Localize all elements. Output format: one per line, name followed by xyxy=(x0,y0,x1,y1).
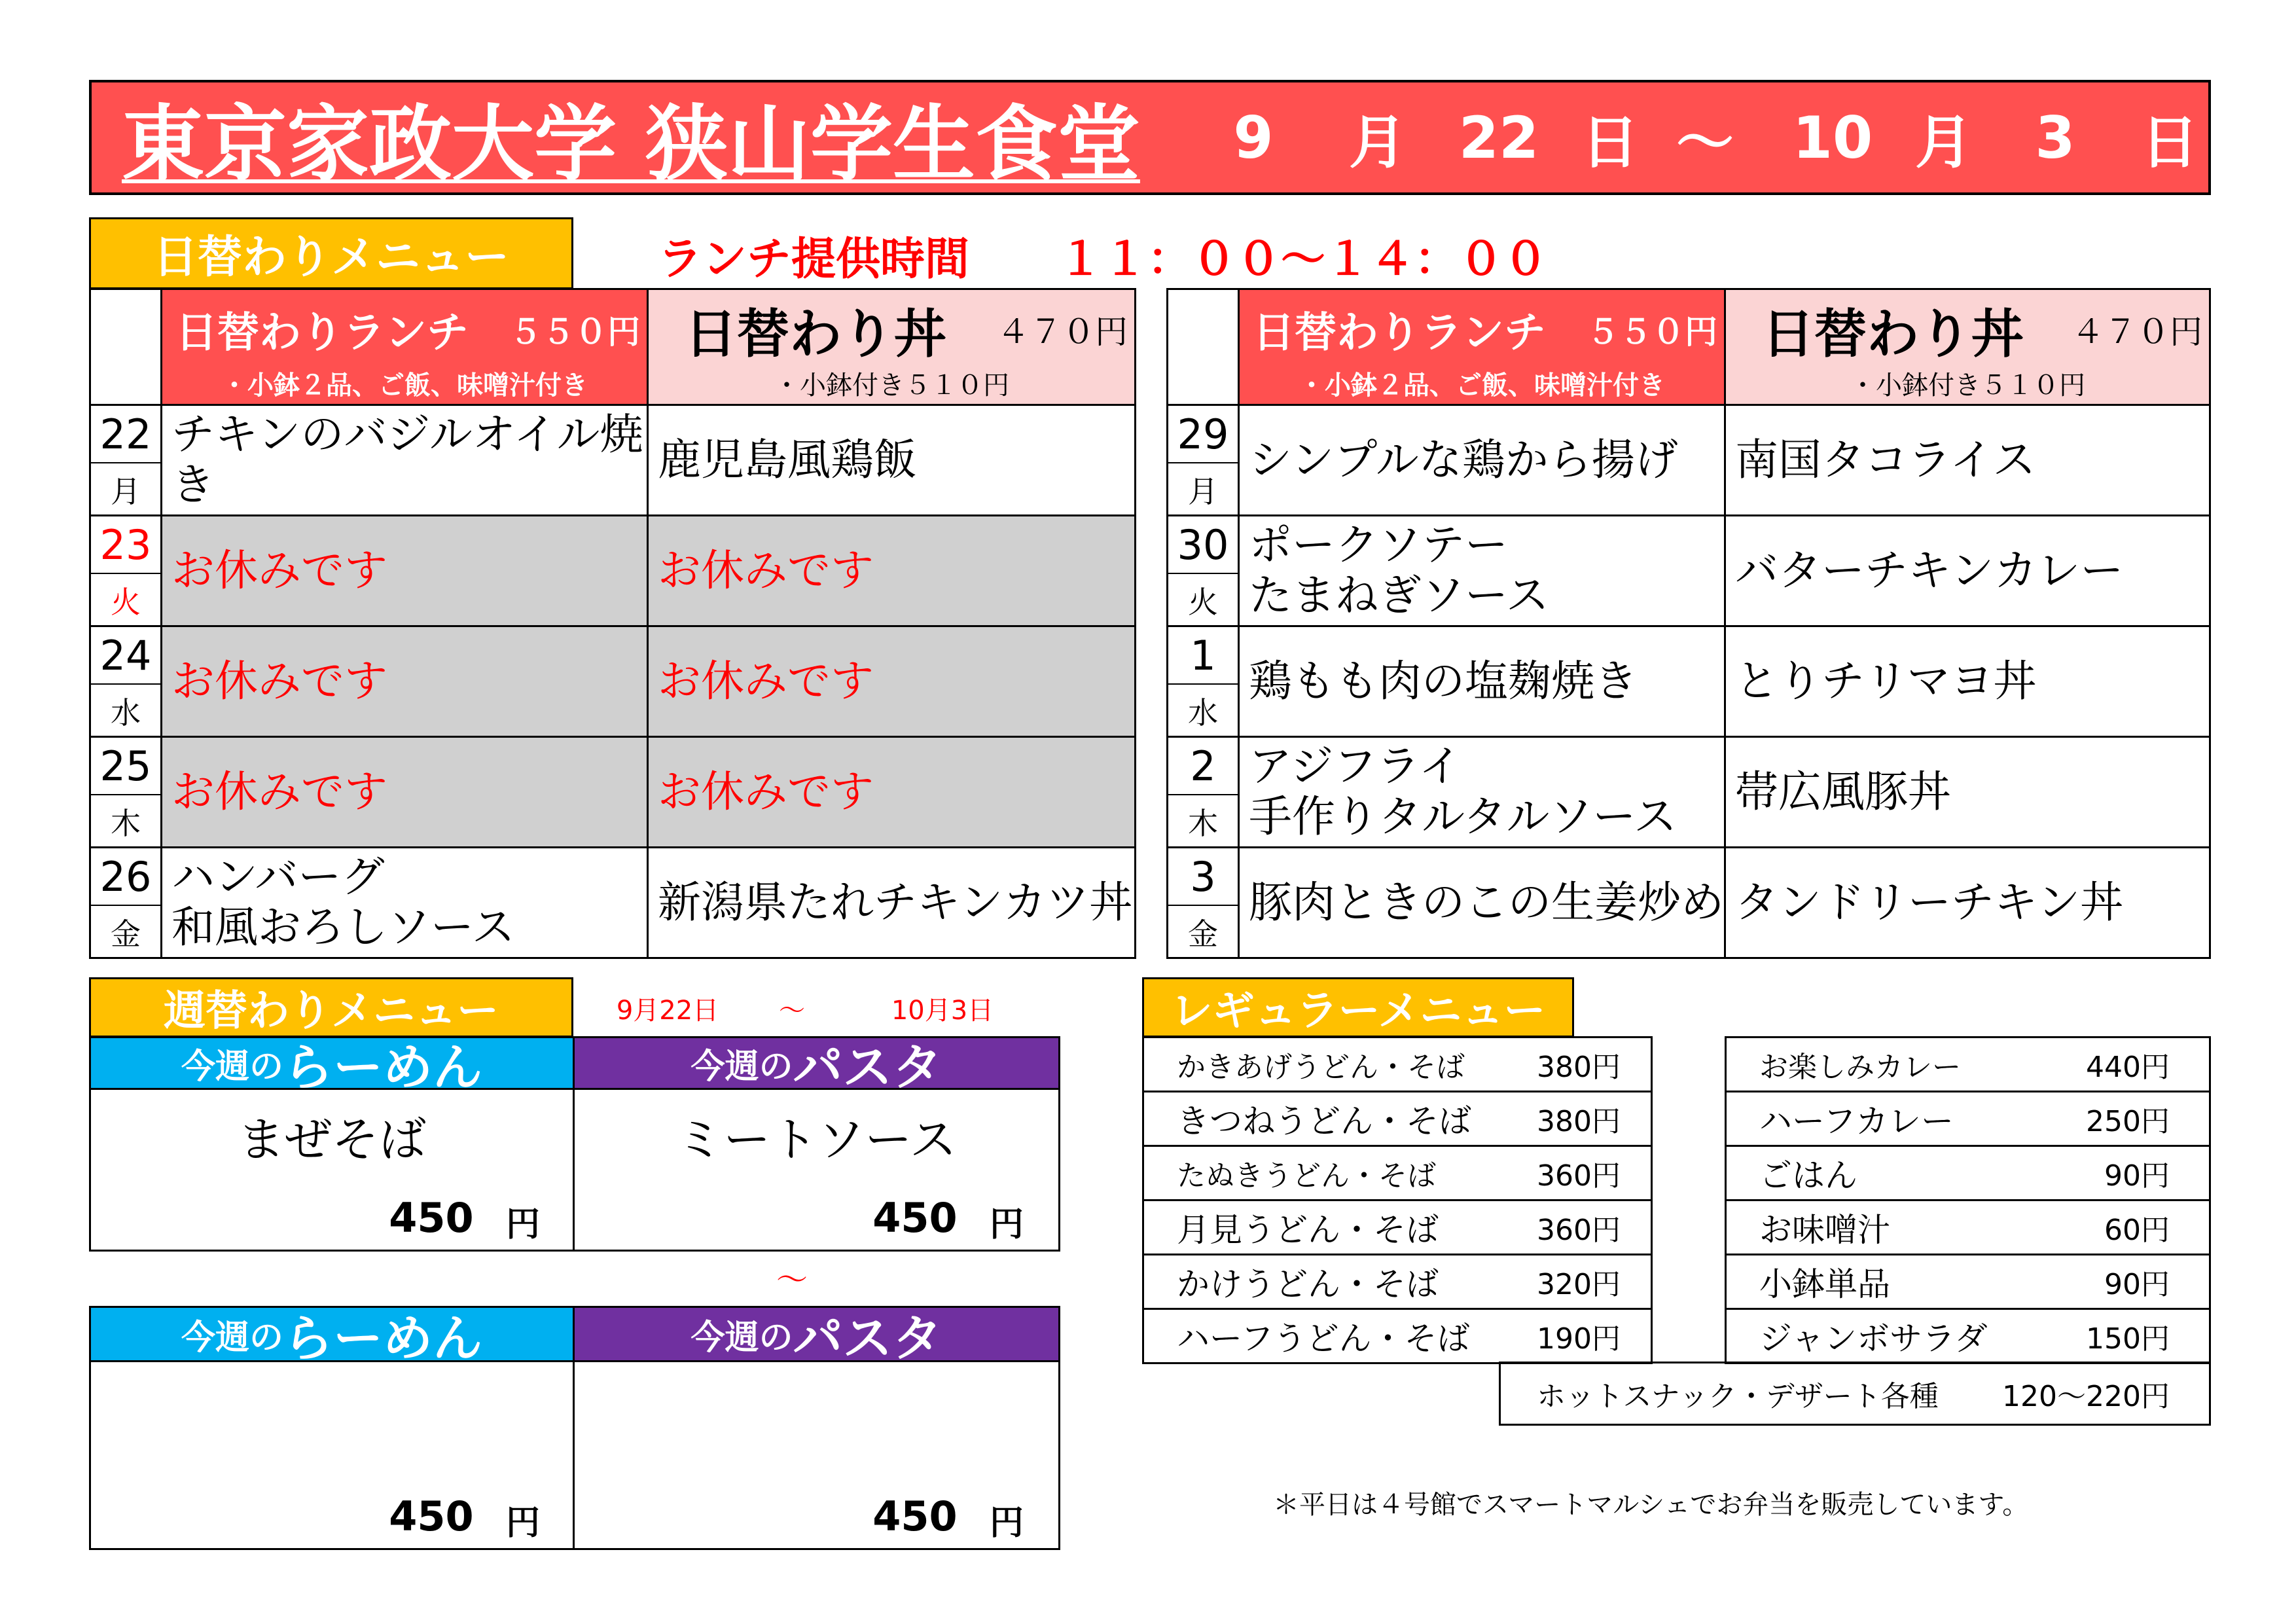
day-row xyxy=(1166,404,2211,516)
day-number: 24 xyxy=(99,631,152,679)
lunch-header-name: 日替わりランチ xyxy=(175,309,469,357)
day-number: 22 xyxy=(99,410,152,458)
daily-menu-label: 日替わりメニュー xyxy=(89,217,573,289)
regular-item xyxy=(1725,1036,2211,1092)
regular-item xyxy=(1142,1199,1653,1255)
regular-list-left xyxy=(1142,1036,1653,1363)
date-month-label-2: 月 xyxy=(1914,108,1973,176)
pasta-yen: 円 xyxy=(989,1503,1024,1543)
regular-item-price: 250円 xyxy=(2086,1105,2170,1138)
day-row xyxy=(89,514,1136,627)
day-row xyxy=(89,736,1136,848)
day-weekday: 水 xyxy=(1188,695,1218,731)
day-cell xyxy=(89,625,162,738)
pasta-label-prefix: 今週の xyxy=(691,1318,793,1358)
day-weekday: 金 xyxy=(111,916,141,952)
lunch-header-price: ５５０円 xyxy=(509,313,640,351)
regular-item xyxy=(1142,1036,1653,1092)
weekly-period-end: 10月3日 xyxy=(891,995,994,1026)
day-number: 30 xyxy=(1177,520,1229,569)
don-dish: 新潟県たれチキンカツ丼 xyxy=(647,846,1136,959)
lunch-dish xyxy=(1238,514,1726,627)
date-day-label: 日 xyxy=(1581,108,1639,176)
pasta-price: 450 xyxy=(872,1193,958,1242)
regular-item-name: たぬきうどん・そば xyxy=(1177,1159,1436,1193)
regular-item-price: 360円 xyxy=(1537,1214,1621,1247)
closed-notice: お休みです xyxy=(160,625,649,738)
daily-table-week2 xyxy=(1166,288,2211,959)
regular-item-name: ジャンボサラダ xyxy=(1759,1320,1988,1358)
lunch-time: ランチ提供時間 １１：００～１４：００ xyxy=(658,233,1549,285)
lunch-dish-line: 和風おろしソース xyxy=(171,902,515,952)
day-cell xyxy=(1166,514,1240,627)
date-start-month: 9 xyxy=(1233,104,1274,171)
regular-item-price: 440円 xyxy=(2086,1051,2170,1084)
lunch-dish xyxy=(1238,736,1726,848)
regular-item-price: 90円 xyxy=(2104,1159,2170,1193)
ramen-yen: 円 xyxy=(505,1503,540,1543)
date-end-day: 3 xyxy=(2035,104,2075,171)
regular-item-price: 120～220円 xyxy=(2002,1380,2170,1413)
regular-item-name: ハーフうどん・そば xyxy=(1177,1320,1470,1358)
ramen-label xyxy=(89,1306,575,1367)
pasta-label xyxy=(573,1036,1060,1096)
day-number: 3 xyxy=(1190,852,1216,901)
don-header-price: ４７０円 xyxy=(997,313,1128,351)
regular-item-price: 90円 xyxy=(2104,1268,2170,1301)
ramen-dish: まぜそば xyxy=(237,1112,426,1167)
regular-item xyxy=(1725,1308,2211,1364)
day-row xyxy=(89,404,1136,516)
day-number: 1 xyxy=(1190,631,1216,679)
regular-item-price: 60円 xyxy=(2104,1214,2170,1247)
ramen-price: 450 xyxy=(389,1492,474,1540)
regular-item-name: 月見うどん・そば xyxy=(1177,1211,1439,1249)
weekly-period-start: 9月22日 xyxy=(616,995,719,1026)
regular-menu-label: レギュラーメニュー xyxy=(1142,977,1574,1038)
regular-item xyxy=(1725,1254,2211,1310)
lunch-dish: 豚肉ときのこの生姜炒め xyxy=(1238,846,1726,959)
date-range-separator: ～ xyxy=(1676,108,1734,176)
pasta-dish: ミートソース xyxy=(676,1112,957,1167)
closed-notice: お休みです xyxy=(647,736,1136,848)
lunch-header-price: ５５０円 xyxy=(1587,313,1717,351)
lunch-header-note: ・小鉢２品、ご飯、味噌汁付き xyxy=(221,370,588,401)
closed-notice: お休みです xyxy=(160,514,649,627)
pasta-yen: 円 xyxy=(989,1204,1024,1244)
pasta-label xyxy=(573,1306,1060,1367)
regular-item xyxy=(1725,1199,2211,1255)
day-cell xyxy=(89,514,162,627)
regular-item-name: ごはん xyxy=(1759,1157,1857,1195)
day-number: 25 xyxy=(99,742,152,790)
don-dish: バターチキンカレー xyxy=(1724,514,2211,627)
footer-note: ＊平日は４号館でスマートマルシェでお弁当を販売しています。 xyxy=(1273,1489,2029,1520)
pasta-label-main: パスタ xyxy=(793,1038,942,1096)
regular-item-name: ホットスナック・デザート各種 xyxy=(1537,1380,1939,1413)
regular-item-price: 150円 xyxy=(2086,1322,2170,1356)
regular-item-price: 360円 xyxy=(1537,1159,1621,1193)
closed-notice: お休みです xyxy=(647,514,1136,627)
page-title: 東京家政大学 狭山学生食堂 xyxy=(122,96,1140,192)
lunch-dish-line: ポークソテー xyxy=(1249,520,1508,571)
pasta-box xyxy=(573,1360,1060,1550)
don-dish: 鹿児島風鶏飯 xyxy=(647,404,1136,516)
weekly-period-separator: ～ xyxy=(779,995,805,1026)
ramen-price: 450 xyxy=(389,1193,474,1242)
date-start-day: 22 xyxy=(1458,104,1539,171)
ramen-label-main: らーめん xyxy=(283,1308,482,1367)
don-dish: タンドリーチキン丼 xyxy=(1724,846,2211,959)
lunch-dish xyxy=(160,846,649,959)
date-end-month: 10 xyxy=(1792,104,1873,171)
daily-table-week1 xyxy=(89,288,1136,959)
date-day-label-2: 日 xyxy=(2140,108,2198,176)
ramen-box xyxy=(89,1088,575,1252)
lunch-dish-line: アジフライ xyxy=(1249,741,1462,792)
regular-item-price: 190円 xyxy=(1537,1322,1621,1356)
lunch-dish-line: たまねぎソース xyxy=(1249,570,1549,621)
regular-item-name: きつねうどん・そば xyxy=(1177,1102,1471,1140)
regular-item xyxy=(1725,1091,2211,1147)
day-weekday: 月 xyxy=(111,474,141,509)
day-number: 29 xyxy=(1177,410,1229,458)
lunch-dish: 鶏もも肉の塩麹焼き xyxy=(1238,625,1726,738)
regular-item-price: 380円 xyxy=(1537,1051,1621,1084)
pasta-box xyxy=(573,1088,1060,1252)
day-weekday: 金 xyxy=(1188,916,1218,952)
day-row xyxy=(1166,625,2211,738)
don-header xyxy=(647,288,1136,406)
regular-list-right xyxy=(1725,1036,2211,1363)
regular-item xyxy=(1725,1145,2211,1201)
ramen-label-main: らーめん xyxy=(283,1038,482,1096)
lunch-header xyxy=(1238,288,1726,406)
regular-item xyxy=(1142,1254,1653,1310)
day-row xyxy=(1166,736,2211,848)
don-header-note: ・小鉢付き５１０円 xyxy=(774,370,1009,401)
day-cell xyxy=(1166,625,1240,738)
don-dish: 帯広風豚丼 xyxy=(1724,736,2211,848)
closed-notice: お休みです xyxy=(160,736,649,848)
pasta-label-main: パスタ xyxy=(793,1308,942,1367)
header-blank-cell xyxy=(89,288,162,406)
day-number: 2 xyxy=(1190,742,1216,790)
don-dish: 南国タコライス xyxy=(1724,404,2211,516)
ramen-yen: 円 xyxy=(505,1204,540,1244)
lunch-dish: シンプルな鶏から揚げ xyxy=(1238,404,1726,516)
day-weekday: 月 xyxy=(1188,474,1218,509)
day-weekday: 木 xyxy=(111,806,141,841)
day-weekday: 水 xyxy=(111,695,141,731)
don-header-name: 日替わり丼 xyxy=(685,303,946,365)
regular-item xyxy=(1142,1308,1653,1364)
regular-item xyxy=(1142,1091,1653,1147)
lunch-dish: チキンのバジルオイル焼き xyxy=(160,404,649,516)
regular-item-name: かけうどん・そば xyxy=(1177,1265,1439,1303)
lunch-header xyxy=(160,288,649,406)
header-blank-cell xyxy=(1166,288,1240,406)
lunch-dish-line: ハンバーグ xyxy=(171,852,385,903)
don-header-name: 日替わり丼 xyxy=(1762,303,2024,365)
ramen-dish xyxy=(91,1382,573,1447)
day-row xyxy=(89,846,1136,959)
pasta-dish xyxy=(575,1382,1058,1447)
lunch-dish-line: 手作りタルタルソース xyxy=(1249,791,1677,842)
regular-item xyxy=(1142,1145,1653,1201)
weekly-menu-label: 週替わりメニュー xyxy=(89,977,573,1038)
day-cell xyxy=(1166,736,1240,848)
day-number: 26 xyxy=(99,852,152,901)
day-cell xyxy=(89,404,162,516)
don-header xyxy=(1724,288,2211,406)
regular-item-price: 320円 xyxy=(1537,1268,1621,1301)
don-header-price: ４７０円 xyxy=(2072,313,2202,351)
date-month-label: 月 xyxy=(1348,108,1407,176)
lunch-header-note: ・小鉢２品、ご飯、味噌汁付き xyxy=(1299,370,1665,401)
pasta-label-prefix: 今週の xyxy=(691,1047,793,1087)
regular-item-name: お楽しみカレー xyxy=(1759,1051,1961,1084)
regular-item-name: かきあげうどん・そば xyxy=(1177,1051,1465,1084)
day-weekday: 火 xyxy=(111,585,141,620)
don-dish: とりチリマヨ丼 xyxy=(1724,625,2211,738)
regular-item-snack xyxy=(1499,1362,2211,1426)
ramen-label-prefix: 今週の xyxy=(181,1047,283,1087)
regular-item-name: ハーフカレー xyxy=(1759,1102,1954,1140)
lunch-header-name: 日替わりランチ xyxy=(1253,309,1546,357)
ramen-label-prefix: 今週の xyxy=(181,1318,283,1358)
closed-notice: お休みです xyxy=(647,625,1136,738)
day-row xyxy=(89,625,1136,738)
weekly-block-separator: ～ xyxy=(776,1261,808,1298)
regular-item-price: 380円 xyxy=(1537,1105,1621,1138)
pasta-price: 450 xyxy=(872,1492,958,1540)
day-cell xyxy=(1166,404,1240,516)
day-weekday: 火 xyxy=(1188,585,1218,620)
regular-item-name: お味噌汁 xyxy=(1759,1211,1890,1249)
day-row xyxy=(1166,514,2211,627)
day-cell xyxy=(1166,846,1240,959)
day-number: 23 xyxy=(99,520,152,569)
ramen-label xyxy=(89,1036,575,1096)
regular-item-name: 小鉢単品 xyxy=(1759,1265,1890,1303)
don-header-note: ・小鉢付き５１０円 xyxy=(1850,370,2085,401)
day-cell xyxy=(89,846,162,959)
ramen-box xyxy=(89,1360,575,1550)
day-row xyxy=(1166,846,2211,959)
day-weekday: 木 xyxy=(1188,806,1218,841)
day-cell xyxy=(89,736,162,848)
